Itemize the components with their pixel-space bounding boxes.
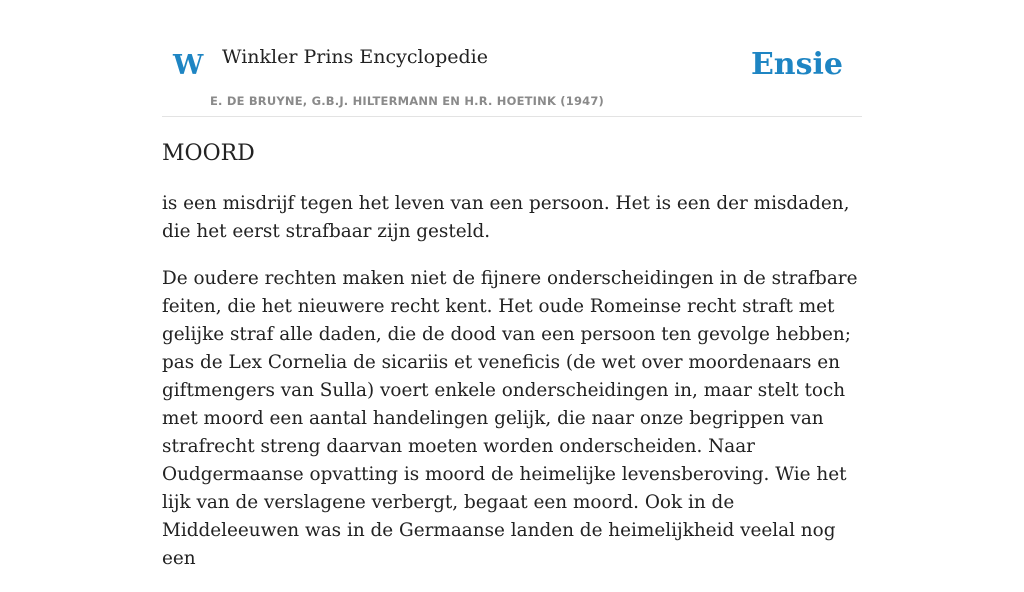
book-authors: E. DE BRUYNE, G.B.J. HILTERMANN EN H.R. HOETINK (1947) [210, 94, 605, 108]
article-paragraph: De oudere rechten maken niet de fijnere onderscheidingen in de strafbare feiten, die het nieuwere recht kent. Het oude Romeinse recht straft met gelijke straf alle daden, die de dood van een persoon ten gevolge hebben; pas de Lex Cornelia de sicariis et veneficis (de wet over moordenaars en giftmengers van Sulla) voert enkele onderscheidingen in, maar stelt toch met moord een aantal handelingen gelijk, die naar onze begrippen van strafrecht streng daarvan moeten worden onderscheiden. Naar Oudgermaanse opvatting is moord de heimelijke levensberoving. Wie het lijk van de verslagene verbergt, begaat een moord. Ook in de Middeleeuwen was in de Germaanse landen de heimelijkheid veelal nog een [162, 268, 858, 569]
header [162, 0, 862, 117]
entry-title: MOORD [162, 141, 255, 166]
article-content [162, 138, 862, 592]
site-logo-link[interactable]: Ensie [750, 47, 843, 82]
article-paragraph: is een misdrijf tegen het leven van een persoon. Het is een der misdaden, die het eerst strafbaar zijn gesteld. [162, 193, 850, 242]
encyclopedia-logo-icon[interactable]: W [173, 50, 204, 81]
book-title[interactable]: Winkler Prins Encyclopedie [222, 46, 488, 68]
